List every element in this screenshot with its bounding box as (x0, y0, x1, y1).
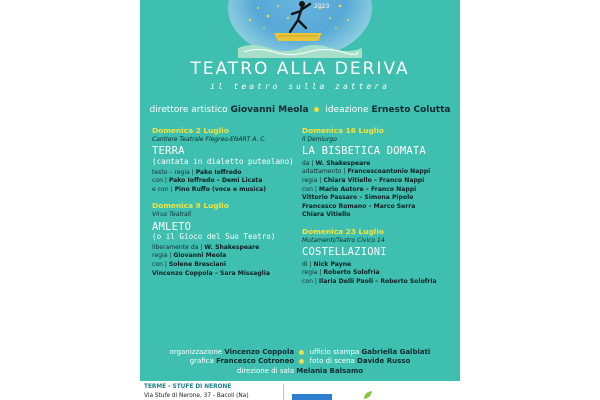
credit-value: Francescoantonio Nappi (347, 168, 431, 176)
director-label: direttore artistico (149, 105, 228, 115)
press-label: ufficio stampa (309, 348, 360, 356)
show-subtitle: (cantata in dialetto puteolano) (152, 156, 294, 166)
credit-label: con | (152, 177, 167, 185)
credit-line (302, 160, 454, 168)
credit-line (152, 270, 302, 278)
credit-label: con | (302, 185, 317, 193)
credits-row-3 (140, 367, 460, 376)
hall-name: Melania Balsamo (296, 366, 364, 375)
show-bisbetica (302, 126, 454, 219)
show-amleto (152, 201, 302, 277)
credit-value: Chiara Vitiello (302, 211, 351, 219)
hall-label: direzione di sala (236, 366, 294, 375)
festival-subtitle: il teatro sulla zattera (210, 82, 390, 91)
org-label: organizzazione (169, 348, 223, 356)
credit-line (152, 177, 302, 185)
show-date: Domenica 9 Luglio (152, 201, 229, 211)
credit-line (302, 177, 454, 185)
credits-row-1 (140, 348, 460, 357)
credit-line (152, 261, 302, 269)
credit-line (152, 252, 302, 260)
credit-value: Nick Payne (313, 260, 352, 268)
credit-value: Mario Autore – Franco Nappi (318, 185, 417, 193)
show-company: Cantiere Teatrale Flegreo-ENART A. C. (152, 135, 267, 143)
show-date: Domenica 16 Luglio (302, 126, 384, 135)
festival-title: TEATRO ALLA DERIVA (190, 59, 410, 79)
idea-name: Ernesto Colutta (371, 105, 451, 115)
credit-line (152, 186, 302, 194)
poster (140, 0, 460, 400)
credit-value: Vincenzo Coppola – Sara Missaglia (152, 269, 270, 277)
show-company: Mutamenti/Teatro Civico 14 (302, 236, 385, 244)
program-column-left (152, 126, 302, 283)
show-terra (152, 126, 302, 193)
separator-dot-icon (314, 107, 319, 112)
credit-line (152, 169, 302, 177)
credit-line (302, 168, 454, 176)
credit-line (302, 203, 454, 211)
credit-value: W. Shakespeare (204, 243, 260, 251)
show-company: Virus Teatrali (152, 211, 192, 219)
credit-value: Vittorio Passaro – Simona Pipolo (302, 194, 414, 202)
credit-value: Ilaria Delli Paoli – Roberto Solofria (318, 278, 437, 286)
credit-value: Francesco Romano – Marco Serra (302, 202, 416, 210)
credit-line (302, 269, 454, 277)
show-title: AMLETO (152, 220, 192, 233)
show-title: TERRA (152, 145, 185, 158)
credit-label: regia | (152, 252, 172, 260)
show-date: Domenica 2 Luglio (152, 126, 229, 135)
credits-row-2 (140, 357, 460, 366)
credit-label: adattamento | (302, 168, 346, 176)
credit-label: liberamente da | (152, 243, 203, 251)
credit-value: W. Shakespeare (315, 159, 371, 167)
graphic-label: grafica (189, 357, 214, 366)
credit-value: Pako Ioffredo – Demi Licata (168, 177, 263, 185)
venue-divider (283, 384, 284, 400)
credit-line (302, 261, 454, 269)
director-name: Giovanni Meola (230, 105, 309, 115)
press-name: Gabriella Galbiati (361, 348, 431, 356)
credit-value: Giovanni Meola (173, 252, 227, 260)
credit-value: Pino Ruffo (voce e musica) (174, 185, 267, 193)
credit-label: con | (302, 278, 317, 286)
credit-label: testo – regia | (152, 168, 194, 176)
show-subtitle: (o il Gioco del Suo Teatro) (152, 232, 276, 242)
graphic-name: Francesco Cotroneo (216, 357, 295, 366)
venue-address: Via Stufe di Nerone, 37 - Bacoli (Na) (144, 393, 249, 399)
show-company: Il Demiurgo (302, 135, 337, 143)
credit-line (302, 194, 454, 202)
show-title: LA BISBETICA DOMATA (302, 145, 426, 158)
credit-value: Roberto Solofria (323, 269, 380, 277)
leaf-logo-icon (362, 390, 374, 400)
credit-line (302, 278, 454, 286)
credit-label: da | (302, 159, 314, 167)
credit-label: con | (152, 261, 167, 269)
program-column-right (302, 126, 454, 292)
separator-dot-icon (299, 359, 304, 364)
production-credits (140, 348, 460, 376)
credit-line (152, 244, 302, 252)
show-title: COSTELLAZIONI (302, 246, 387, 259)
photo-label: foto di scena (309, 357, 355, 366)
credit-line (302, 211, 454, 219)
photo-name: Davide Russo (357, 357, 411, 366)
sponsor-logo-icon (292, 394, 332, 400)
venue-name: TERME - STUFE DI NERONE (144, 384, 232, 390)
artistic-credits (140, 105, 460, 115)
credit-label: e con | (152, 185, 173, 193)
org-name: Vincenzo Coppola (224, 348, 295, 356)
credit-value: Chiara Vitiello – Franco Nappi (323, 177, 425, 185)
credit-line (302, 186, 454, 194)
credit-label: regia | (302, 269, 322, 277)
wave-icon (238, 40, 362, 58)
credit-label: regia | (302, 177, 322, 185)
credit-value: Solene Bresciani (168, 261, 226, 269)
credit-value: Pako Ioffredo (195, 168, 242, 176)
credit-label: di | (302, 260, 312, 268)
show-costellazioni (302, 227, 454, 286)
idea-label: ideazione (325, 105, 369, 115)
show-date: Domenica 23 Luglio (302, 227, 384, 237)
separator-dot-icon (299, 350, 304, 355)
logo-year: 2023 (314, 3, 330, 10)
